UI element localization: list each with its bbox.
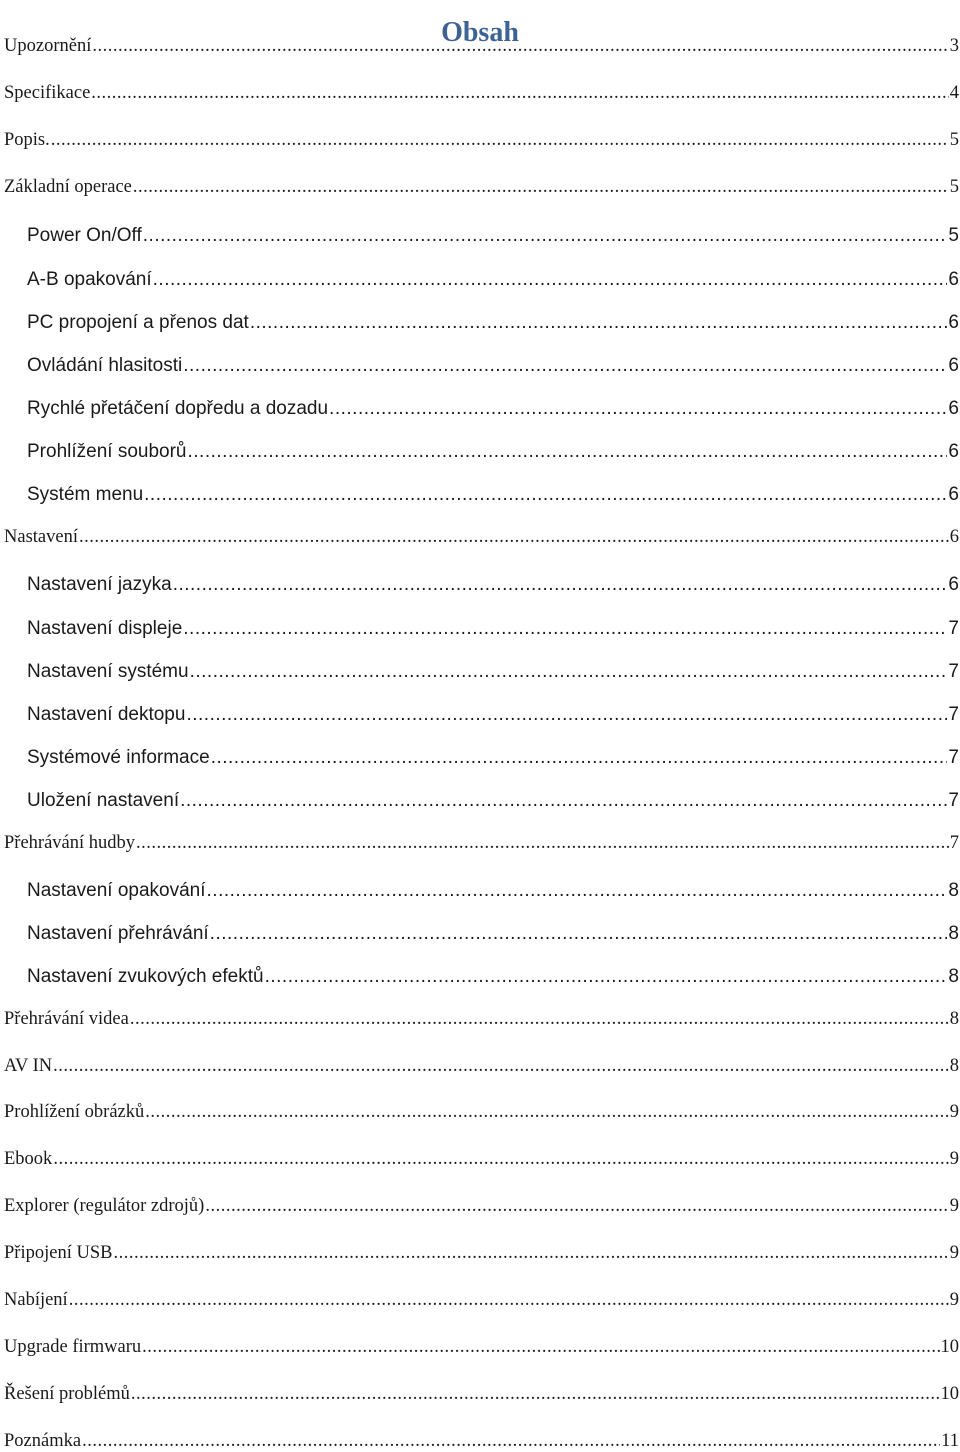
toc-dot-leader (91, 82, 948, 104)
toc-entry[interactable] (27, 440, 960, 463)
toc-entry[interactable] (4, 1195, 960, 1217)
toc-entry-label: AV IN (4, 1055, 52, 1077)
toc-entry-label: Nastavení (4, 526, 78, 548)
toc-entry-label: Nastavení opakování (27, 879, 206, 902)
toc-entry[interactable] (27, 789, 960, 812)
toc-dot-leader (153, 268, 948, 291)
toc-entry-label: Power On/Off (27, 224, 142, 247)
toc-page-number: 6 (948, 573, 960, 596)
toc-dot-leader (265, 965, 948, 988)
toc-entry[interactable] (27, 703, 960, 726)
toc-entry[interactable] (4, 1008, 960, 1030)
toc-dot-leader (53, 1148, 948, 1170)
toc-page-number: 10 (941, 1383, 960, 1405)
toc-dot-leader (183, 617, 947, 640)
toc-entry[interactable] (4, 526, 960, 548)
toc-page-number: 6 (948, 440, 960, 463)
toc-page-number: 9 (950, 1242, 960, 1264)
toc-entry[interactable] (27, 483, 960, 506)
toc-dot-leader (144, 483, 947, 506)
toc-entry-label: Nastavení přehrávání (27, 922, 209, 945)
toc-page-number: 9 (950, 1148, 960, 1170)
toc-dot-leader (82, 1430, 940, 1452)
toc-entry-label: Nabíjení (4, 1289, 68, 1311)
toc-entry[interactable] (4, 1148, 960, 1170)
toc-dot-leader (183, 354, 947, 377)
toc-dot-leader (92, 35, 948, 57)
toc-entry[interactable] (27, 573, 960, 596)
toc-page-number: 8 (948, 922, 960, 945)
toc-page-number: 5 (950, 176, 960, 198)
toc-dot-leader (53, 1055, 949, 1077)
toc-page-number: 6 (948, 354, 960, 377)
toc-entry[interactable] (4, 1430, 960, 1452)
toc-page-number: 11 (941, 1430, 960, 1452)
toc-dot-leader (130, 1008, 949, 1030)
toc-entry-label: Specifikace (4, 82, 90, 104)
toc-entry[interactable] (27, 397, 960, 420)
toc-dot-leader (188, 440, 948, 463)
toc-dot-leader (205, 1195, 948, 1217)
toc-dot-leader (329, 397, 947, 420)
toc-entry-label: Explorer (regulátor zdrojů) (4, 1195, 204, 1217)
toc-page-number: 9 (950, 1289, 960, 1311)
toc-dot-leader (131, 1383, 940, 1405)
toc-dot-leader (143, 224, 948, 247)
toc-entry[interactable] (4, 1336, 960, 1358)
toc-entry-label: Poznámka (4, 1430, 81, 1452)
toc-page-number: 6 (948, 268, 960, 291)
toc-entry[interactable] (4, 1101, 960, 1123)
toc-dot-leader (190, 660, 948, 683)
toc-page-number: 6 (948, 311, 960, 334)
toc-dot-leader (250, 311, 948, 334)
toc-entry[interactable] (27, 965, 960, 988)
toc-dot-leader (113, 1242, 948, 1264)
toc-entry[interactable] (4, 1289, 960, 1311)
toc-dot-leader (79, 526, 949, 548)
toc-dot-leader (145, 1101, 949, 1123)
toc-dot-leader (69, 1289, 949, 1311)
toc-dot-leader (136, 832, 949, 854)
toc-page-number: 5 (948, 224, 960, 247)
toc-entry[interactable] (4, 1383, 960, 1405)
toc-entry-label: Nastavení dektopu (27, 703, 185, 726)
toc-entry-label: Ovládání hlasitosti (27, 354, 182, 377)
toc-page-number: 7 (950, 832, 960, 854)
toc-dot-leader (142, 1336, 939, 1358)
toc-entry-label: Základní operace (4, 176, 132, 198)
toc-entry[interactable] (4, 35, 960, 57)
toc-dot-leader (180, 789, 947, 812)
toc-entry-label: Nastavení systému (27, 660, 189, 683)
toc-page-number: 7 (948, 746, 960, 769)
toc-entry-label: Systém menu (27, 483, 143, 506)
toc-entry[interactable] (27, 617, 960, 640)
toc-entry-label: Připojení USB (4, 1242, 112, 1264)
toc-entry[interactable] (27, 354, 960, 377)
toc-entry[interactable] (27, 224, 960, 247)
toc-page-number: 5 (950, 129, 960, 151)
toc-dot-leader (173, 573, 948, 596)
toc-entry-label: Prohlížení obrázků (4, 1101, 144, 1123)
toc-entry[interactable] (4, 1242, 960, 1264)
page-title: Obsah (0, 16, 960, 50)
toc-entry-label: Rychlé přetáčení dopředu a dozadu (27, 397, 328, 420)
toc-entry-label: Nastavení jazyka (27, 573, 172, 596)
toc-entry-label: A-B opakování (27, 268, 152, 291)
toc-page-number: 8 (948, 965, 960, 988)
toc-entry-label: Ebook (4, 1148, 52, 1170)
toc-dot-leader (211, 746, 948, 769)
toc-entry[interactable] (4, 1055, 960, 1077)
toc-entry[interactable] (27, 268, 960, 291)
toc-entry-label: Prohlížení souborů (27, 440, 187, 463)
toc-entry[interactable] (27, 746, 960, 769)
toc-dot-leader (210, 922, 948, 945)
toc-entry-label: Upozornění (4, 35, 91, 57)
toc-page-number: 7 (948, 617, 960, 640)
toc-entry[interactable] (27, 660, 960, 683)
toc-entry[interactable] (27, 922, 960, 945)
toc-entry[interactable] (4, 82, 960, 104)
toc-page-number: 9 (950, 1101, 960, 1123)
toc-page-number: 4 (950, 82, 960, 104)
toc-entry[interactable] (4, 832, 960, 854)
toc-dot-leader (133, 176, 949, 198)
toc-page-number: 8 (950, 1008, 960, 1030)
toc-entry-label: Přehrávání videa (4, 1008, 129, 1030)
toc-dot-leader (207, 879, 948, 902)
toc-page-number: 8 (950, 1055, 960, 1077)
toc-entry-label: Nastavení zvukových efektů (27, 965, 264, 988)
toc-entry[interactable] (27, 879, 960, 902)
toc-entry-label: Nastavení displeje (27, 617, 182, 640)
toc-entry-label: PC propojení a přenos dat (27, 311, 249, 334)
toc-entry[interactable] (4, 176, 960, 198)
toc-entry-label: Upgrade firmwaru (4, 1336, 141, 1358)
toc-entry[interactable] (4, 129, 960, 151)
toc-page-number: 3 (950, 35, 960, 57)
toc-page-number: 6 (948, 397, 960, 420)
toc-page-number: 9 (950, 1195, 960, 1217)
toc-entry-label: Řešení problémů (4, 1383, 130, 1405)
toc-entry-label: Uložení nastavení (27, 789, 179, 812)
toc-page-number: 6 (950, 526, 960, 548)
toc-entry-label: Přehrávání hudby (4, 832, 135, 854)
toc-dot-leader (51, 129, 949, 151)
toc-page-number: 7 (948, 703, 960, 726)
toc-page-number: 7 (948, 660, 960, 683)
toc-page-number: 8 (948, 879, 960, 902)
toc-dot-leader (186, 703, 947, 726)
toc-page-number: 6 (948, 483, 960, 506)
toc-entry-label: Systémové informace (27, 746, 210, 769)
toc-entry[interactable] (27, 311, 960, 334)
toc-page-number: 10 (941, 1336, 960, 1358)
toc-page-number: 7 (948, 789, 960, 812)
toc-entry-label: Popis. (4, 129, 50, 151)
